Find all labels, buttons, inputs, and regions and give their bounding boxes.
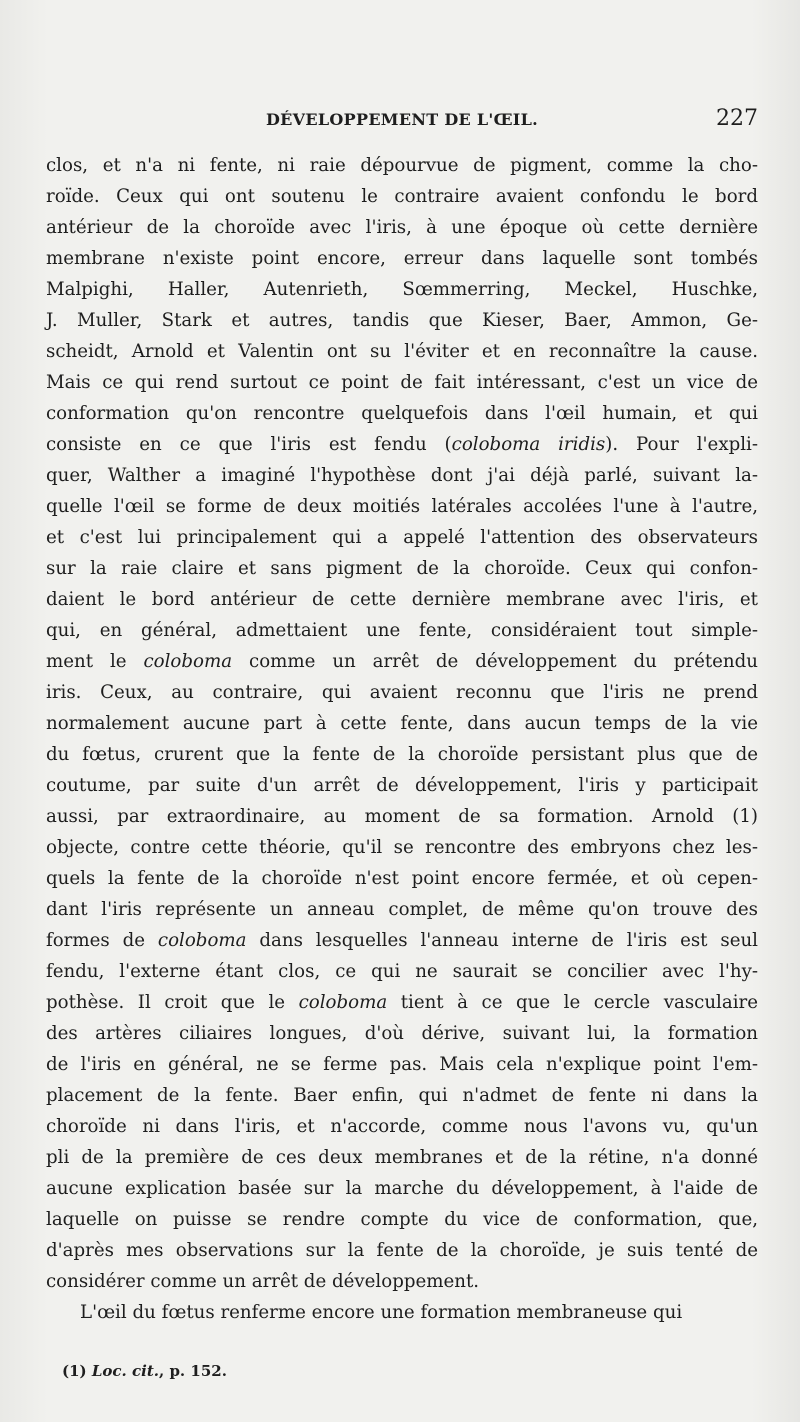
text-line	[46, 1111, 758, 1142]
text-run: daient le bord antérieur de cette dernière membrane avec l'iris, et	[46, 589, 758, 610]
text-line	[46, 677, 758, 708]
text-line	[46, 894, 758, 925]
footnote-mark: (1)	[62, 1362, 87, 1380]
text-run: d'après mes observations sur la fente de la choroïde, je suis tenté de	[46, 1240, 758, 1261]
text-run: choroïde ni dans l'iris, et n'accorde, comme nous l'avons vu, qu'un	[46, 1116, 758, 1137]
text-run: tient à ce que le cercle vasculaire	[387, 992, 758, 1013]
text-run: aucune explication basée sur la marche du développement, à l'aide de	[46, 1178, 758, 1199]
text-line	[46, 708, 758, 739]
text-line	[46, 1142, 758, 1173]
text-run: ment le	[46, 651, 144, 672]
text-line	[46, 1173, 758, 1204]
italic-term: coloboma	[143, 651, 233, 672]
text-run: formes de	[46, 930, 158, 951]
text-line	[46, 181, 758, 212]
text-run: normalement aucune part à cette fente, dans aucun temps de la vie	[46, 713, 758, 734]
text-line	[46, 1266, 758, 1297]
italic-term: coloboma iridis	[451, 434, 606, 455]
text-line	[46, 832, 758, 863]
text-line	[46, 212, 758, 243]
footnote-page: , p. 152.	[159, 1362, 227, 1380]
text-run: consiste en ce que l'iris est fendu (	[46, 434, 452, 455]
text-line	[46, 615, 758, 646]
text-line	[46, 1018, 758, 1049]
text-line	[46, 925, 758, 956]
text-run: fendu, l'externe étant clos, ce qui ne saurait se concilier avec l'hy-	[46, 961, 758, 982]
text-run: iris. Ceux, au contraire, qui avaient reconnu que l'iris ne prend	[46, 682, 758, 703]
body-text	[46, 150, 758, 1328]
text-line	[46, 739, 758, 770]
running-head	[46, 106, 758, 136]
text-line	[46, 987, 758, 1018]
text-line	[46, 150, 758, 181]
text-run: des artères ciliaires longues, d'où dérive, suivant lui, la formation	[46, 1023, 758, 1044]
text-run: Mais ce qui rend surtout ce point de fait intéressant, c'est un vice de	[46, 372, 758, 393]
text-run: clos, et n'a ni fente, ni raie dépourvue de pigment, comme la cho-	[46, 155, 758, 176]
text-run: pothèse. Il croit que le	[46, 992, 299, 1013]
text-line	[46, 243, 758, 274]
text-run: de l'iris en général, ne se ferme pas. Mais cela n'explique point l'em-	[46, 1054, 758, 1075]
footnote	[62, 1362, 227, 1380]
text-run: considérer comme un arrêt de développement.	[46, 1271, 480, 1292]
page-number: 227	[716, 106, 758, 131]
text-line	[46, 956, 758, 987]
text-run: coutume, par suite d'un arrêt de développement, l'iris y participait	[46, 775, 758, 796]
text-line	[46, 646, 758, 677]
text-line	[46, 522, 758, 553]
text-run: quelle l'œil se forme de deux moitiés latérales accolées l'une à l'autre,	[46, 496, 758, 517]
text-line	[46, 274, 758, 305]
text-line	[46, 429, 758, 460]
running-title: DÉVELOPPEMENT DE L'ŒIL.	[265, 110, 538, 129]
text-line	[46, 398, 758, 429]
text-run: sur la raie claire et sans pigment de la choroïde. Ceux qui confon-	[46, 558, 758, 579]
text-line	[46, 491, 758, 522]
text-run: J. Muller, Stark et autres, tandis que Kieser, Baer, Ammon, Ge-	[46, 310, 758, 331]
text-run: et c'est lui principalement qui a appelé l'attention des observateurs	[46, 527, 758, 548]
text-line	[46, 1235, 758, 1266]
text-line	[46, 1204, 758, 1235]
text-line	[46, 367, 758, 398]
text-run: roïde. Ceux qui ont soutenu le contraire avaient confondu le bord	[46, 186, 758, 207]
text-run: scheidt, Arnold et Valentin ont su l'éviter et en reconnaître la cause.	[46, 341, 758, 362]
text-line	[46, 305, 758, 336]
text-run: membrane n'existe point encore, erreur dans laquelle sont tombés	[46, 248, 758, 269]
text-run: objecte, contre cette théorie, qu'il se rencontre des embryons chez les-	[46, 837, 758, 858]
text-line	[46, 1080, 758, 1111]
italic-term: coloboma	[157, 930, 247, 951]
text-line	[46, 770, 758, 801]
text-run: antérieur de la choroïde avec l'iris, à une époque où cette dernière	[46, 217, 758, 238]
text-line	[46, 863, 758, 894]
text-run: pli de la première de ces deux membranes et de la rétine, n'a donné	[46, 1147, 758, 1168]
text-line	[46, 336, 758, 367]
text-run: du fœtus, crurent que la fente de la choroïde persistant plus que de	[46, 744, 758, 765]
text-run: aussi, par extraordinaire, au moment de sa formation. Arnold (1)	[46, 806, 758, 827]
text-run: comme un arrêt de développement du prétendu	[232, 651, 758, 672]
text-run: conformation qu'on rencontre quelquefois dans l'œil humain, et qui	[46, 403, 758, 424]
text-run: quels la fente de la choroïde n'est point encore fermée, et où cepen-	[46, 868, 758, 889]
text-run: ). Pour l'expli-	[605, 434, 758, 455]
text-line	[46, 460, 758, 491]
text-line	[46, 553, 758, 584]
text-run: dans lesquelles l'anneau interne de l'iris est seul	[246, 930, 758, 951]
text-line	[46, 801, 758, 832]
text-run: quer, Walther a imaginé l'hypothèse dont j'ai déjà parlé, suivant la-	[46, 465, 758, 486]
text-run: qui, en général, admettaient une fente, considéraient tout simple-	[46, 620, 758, 641]
text-line	[46, 1049, 758, 1080]
text-run: laquelle on puisse se rendre compte du vice de conformation, que,	[46, 1209, 758, 1230]
text-run: L'œil du fœtus renferme encore une formation membraneuse qui	[80, 1302, 683, 1323]
text-run: Malpighi, Haller, Autenrieth, Sœmmerring, Meckel, Huschke,	[46, 279, 758, 300]
italic-term: coloboma	[298, 992, 388, 1013]
text-run: dant l'iris représente un anneau complet, de même qu'on trouve des	[46, 899, 758, 920]
text-line	[46, 584, 758, 615]
footnote-citation: Loc. cit.	[91, 1362, 159, 1380]
text-run: placement de la fente. Baer enfin, qui n'admet de fente ni dans la	[46, 1085, 758, 1106]
text-line	[46, 1297, 758, 1328]
